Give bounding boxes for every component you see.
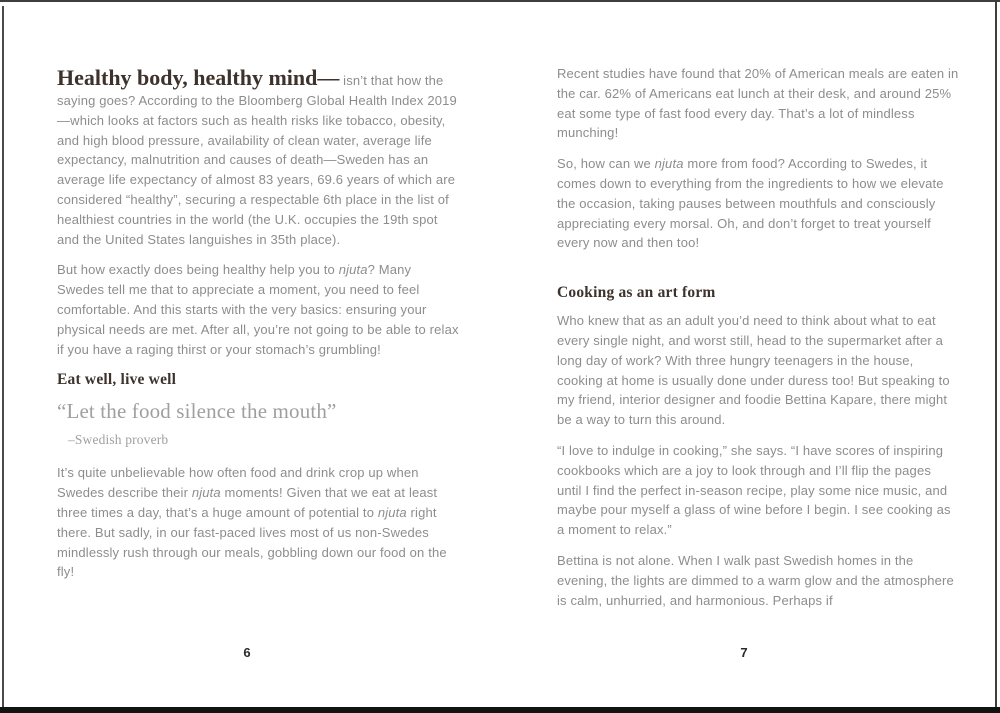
- paragraph-health-njuta: But how exactly does being healthy help you to njuta? Many Swedes tell me that to appreciate a moment, you need to feel comfortable. And this starts with the very basics: ensuring your physical needs are met. After all, you’re not going to be able to relax if you have a raging thirst or your stomach’s grumbling!: [57, 262, 459, 357]
- paragraph-cooking: Who knew that as an adult you’d need to think about what to eat every single night, and worst still, head to the supermarket after a long day of work? With three hungry teenagers in the house, cooking at home is usually done under duress too! But speaking to my friend, interior designer and foodie Bettina Kapare, there might be a way to turn this around.: [557, 313, 950, 428]
- photo-edge-top: [0, 0, 1000, 2]
- chapter-lead-heading: Healthy body, healthy mind—: [57, 65, 340, 90]
- section-heading-eat-well: Eat well, live well: [57, 371, 177, 389]
- photo-edge-left: [2, 6, 4, 709]
- lead-paragraph-text: isn’t that how the saying goes? According to the Bloomberg Global Health Index 2019—which looks at factors such as health risks like tobacco, obesity, and high blood pressure, availability of clean water, average life expectancy, malnutrition and causes of death—Sweden has an average life expectancy of almost 83 years, 69.6 years of which are considered “healthy”, securing a respectable 6th place in the list of healthiest countries in the world (the U.K. occupies the 19th spot and the United States languishes in 35th place).: [57, 73, 457, 247]
- page-right: [557, 64, 959, 621]
- pull-quote: “Let the food silence the mouth”: [57, 399, 337, 424]
- paragraph-bettina-alone: Bettina is not alone. When I walk past Swedish homes in the evening, the lights are dimmed to a warm glow and the atmosphere is calm, unhurried, and harmonious. Perhaps if: [557, 552, 954, 608]
- photo-edge-right: [995, 2, 997, 709]
- page-left: [57, 64, 459, 593]
- section-heading-cooking: Cooking as an art form: [557, 284, 716, 302]
- paragraph-njuta-food: So, how can we njuta more from food? According to Swedes, it comes down to everything from the ingredients to how we elevate the occasion, taking pauses between mouthfuls and consciously appreciating every morsal. Oh, and don’t forget to treat yourself every now and then too!: [557, 156, 944, 251]
- photo-edge-bottom: [0, 707, 1000, 713]
- paragraph-studies: Recent studies have found that 20% of American meals are eaten in the car. 62% of Americans eat lunch at their desk, and around 25% eat some type of fast food every day. That’s a lot of mindless munching!: [557, 66, 959, 141]
- paragraph-bettina-quote: “I love to indulge in cooking,” she says. “I have scores of inspiring cookbooks which are a joy to look through and I’ll flip the pages until I find the perfect in-season recipe, play some nice music, and maybe pour myself a glass of wine before I begin. I see cooking as a moment to relax.”: [557, 442, 951, 538]
- page-number-left: 6: [243, 645, 251, 660]
- lead-paragraph: [57, 64, 459, 249]
- quote-attribution: –Swedish proverb: [68, 432, 169, 448]
- paragraph-food-drink: It’s quite unbelievable how often food and drink crop up when Swedes describe their njuta moments! Given that we eat at least three times a day, that’s a huge amount of potential to njuta right there. But sadly, in our fast-paced lives most of us non-Swedes mindlessly rush through our meals, gobbling down our food on the fly!: [57, 465, 447, 580]
- page-number-right: 7: [740, 645, 748, 660]
